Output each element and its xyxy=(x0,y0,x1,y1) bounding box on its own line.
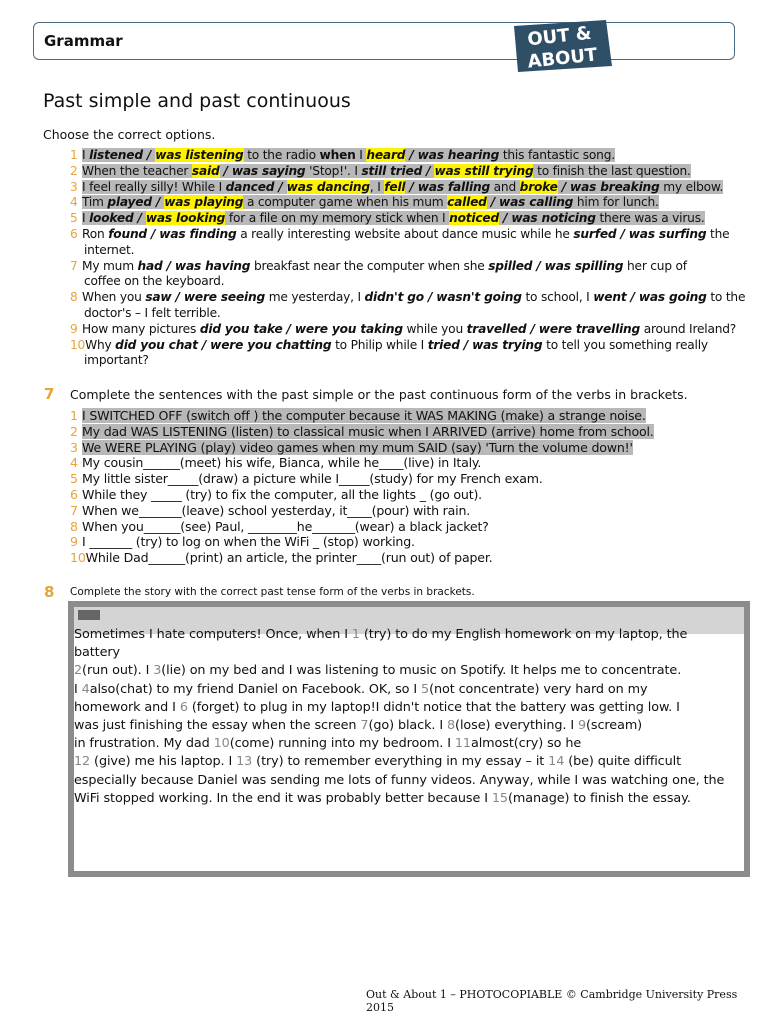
text-segment: battery xyxy=(74,645,121,661)
text-segment: fell xyxy=(384,179,406,194)
exercise7-sentence: When we_______(leave) school yesterday, it____(pour) with rain. xyxy=(82,502,471,518)
story-line xyxy=(74,735,742,753)
text-segment: 3 xyxy=(153,663,162,679)
text-segment: went / was going xyxy=(593,290,707,305)
exercise6-item xyxy=(70,227,745,243)
text-segment: there was a virus. xyxy=(595,211,705,226)
logo-line2: ABOUT xyxy=(526,44,599,73)
story-line xyxy=(74,790,742,808)
item-number: 2 xyxy=(70,163,78,178)
item-number: 3 xyxy=(70,179,78,194)
text-segment: surfed / was surfing xyxy=(573,226,707,241)
text-segment: (not concentrate) very hard on my xyxy=(429,681,648,697)
text-segment: How many pictures xyxy=(82,321,200,336)
exercise7-item xyxy=(70,550,654,566)
text-segment: Tim xyxy=(82,195,108,210)
text-segment: travelled / were travelling xyxy=(466,321,641,336)
exercise6-item-continuation: coffee on the keyboard. xyxy=(84,274,225,289)
text-segment: / xyxy=(422,163,435,178)
text-segment: My mum xyxy=(82,258,138,273)
exercise7-item xyxy=(70,534,654,550)
text-segment: (lie) on my bed and I was listening to music on Spotify. It helps me to concentrate. xyxy=(161,663,682,679)
text-segment: listened xyxy=(89,148,143,162)
story-line xyxy=(74,753,742,771)
text-segment: Why xyxy=(85,337,116,352)
text-segment: saw / were seeing xyxy=(145,290,266,305)
text-segment: I feel really silly! While I xyxy=(82,179,226,194)
text-segment: almost(cry) so he xyxy=(470,736,582,752)
text-segment: had / was having xyxy=(137,258,251,273)
item-number: 7 xyxy=(70,502,78,518)
exercise7-sentence: My dad WAS LISTENING (listen) to classical music when I ARRIVED (arrive) home from school. xyxy=(82,423,654,439)
text-segment: in frustration. My dad xyxy=(74,736,214,752)
text-segment: for a file on my memory stick when I xyxy=(225,211,450,226)
text-segment: tried / was trying xyxy=(427,337,543,352)
text-segment: (be) quite difficult xyxy=(564,754,681,770)
story-line xyxy=(74,662,742,680)
exercise6-item xyxy=(70,211,745,227)
text-segment: 4 xyxy=(81,681,90,697)
text-segment: the xyxy=(706,226,730,241)
item-number: 1 xyxy=(70,148,78,162)
text-segment: did you take / were you taking xyxy=(199,321,403,336)
item-number: 3 xyxy=(70,439,78,455)
logo-line1: OUT & xyxy=(526,22,593,51)
item-number: 7 xyxy=(70,258,78,273)
text-segment: heard xyxy=(366,148,406,162)
exercise7-sentence: When you______(see) Paul, ________he_______(wear) a black jacket? xyxy=(82,518,489,534)
text-segment: (scream) xyxy=(586,718,643,734)
exercise6-item xyxy=(70,180,745,196)
item-number: 5 xyxy=(70,211,78,226)
story-line xyxy=(74,626,742,644)
out-and-about-logo xyxy=(508,16,618,76)
exercise6-item xyxy=(70,322,745,338)
text-segment: played xyxy=(107,195,152,210)
exercise7-sentence: I _______ (try) to log on when the WiFi _ (stop) working. xyxy=(82,534,415,550)
text-segment: him for lunch. xyxy=(573,195,659,210)
exercise6-item xyxy=(70,164,745,180)
text-segment: to the radio xyxy=(243,148,320,162)
text-segment: Sometimes I hate computers! Once, when I xyxy=(74,627,352,642)
exercise6-item-continuation: internet. xyxy=(84,242,135,257)
text-segment: was still trying xyxy=(434,163,534,178)
text-segment: I xyxy=(82,211,90,226)
exercise7-item xyxy=(70,424,654,440)
text-segment: 7 xyxy=(360,718,369,734)
item-number: 8 xyxy=(70,518,78,534)
text-segment: called xyxy=(447,195,487,210)
text-segment: / was calling xyxy=(486,195,574,210)
text-segment: did you chat / were you chatting xyxy=(115,337,332,352)
text-segment: especially because Daniel was sending me lots of funny videos. Anyway, while I was watching one, the xyxy=(74,772,725,788)
text-segment: to tell you something really xyxy=(542,337,708,352)
text-segment: , I xyxy=(369,179,385,194)
text-segment: this fantastic song. xyxy=(499,148,615,162)
text-segment: to Philip while I xyxy=(331,337,428,352)
story-box xyxy=(68,601,750,877)
text-segment: WiFi stopped working. In the end it was probably better because I xyxy=(74,790,492,806)
item-number: 2 xyxy=(70,423,78,439)
text-segment: found / was finding xyxy=(108,226,237,241)
text-segment: / was breaking xyxy=(557,179,660,194)
text-segment: broke xyxy=(519,179,558,194)
text-segment: 13 xyxy=(236,754,253,770)
item-number: 6 xyxy=(70,226,78,241)
text-segment: 9 xyxy=(577,718,587,734)
exercise7-sentence: My cousin______(meet) his wife, Bianca, while he____(live) in Italy. xyxy=(82,455,482,471)
text-segment: 6 xyxy=(179,699,188,715)
text-segment: (come) running into my bedroom. I xyxy=(229,736,455,752)
item-number: 4 xyxy=(70,195,78,210)
item-number: 6 xyxy=(70,486,78,502)
text-segment: / xyxy=(151,195,165,210)
exercise7-list xyxy=(70,408,654,566)
exercise6-list xyxy=(70,148,745,369)
story-line xyxy=(74,699,742,717)
story-tag xyxy=(78,610,100,620)
text-segment: I xyxy=(74,681,82,697)
text-segment: to finish the last question. xyxy=(533,163,691,178)
exercise6-item xyxy=(70,259,745,275)
text-segment: noticed xyxy=(449,211,499,226)
exercise6-item-continuation: doctor's – I felt terrible. xyxy=(84,305,221,320)
text-segment: 2 xyxy=(74,663,83,679)
text-segment: still tried xyxy=(361,163,423,178)
text-segment: / was saying xyxy=(219,163,306,178)
story-text xyxy=(74,626,742,808)
story-line xyxy=(74,644,742,662)
story-line xyxy=(74,772,742,790)
story-line xyxy=(74,717,742,735)
text-segment: homework and I xyxy=(74,699,180,715)
exercise6-item xyxy=(70,338,745,354)
item-number: 5 xyxy=(70,471,78,487)
text-segment: looked xyxy=(89,211,134,226)
text-segment: (forget) to plug in my laptop!I didn't notice that the battery was getting low. I xyxy=(187,699,680,715)
exercise7-sentence: I SWITCHED OFF (switch off ) the computer because it WAS MAKING (make) a strange noise. xyxy=(82,408,646,423)
text-segment: (try) to remember everything in my essay – it xyxy=(252,754,549,770)
exercise6-item xyxy=(70,290,745,306)
text-segment: 8 xyxy=(447,718,456,734)
item-number: 9 xyxy=(70,321,78,336)
text-segment: (run out). I xyxy=(82,663,154,679)
text-segment: / xyxy=(142,148,156,162)
exercise7-item xyxy=(70,455,654,471)
section-title: Grammar xyxy=(44,32,123,50)
exercise7-number: 7 xyxy=(44,385,55,403)
text-segment: was just finishing the essay when the screen xyxy=(74,718,361,734)
text-segment: / was falling xyxy=(405,179,490,194)
text-segment: (give) me his laptop. I xyxy=(90,754,237,770)
exercise7-sentence: We WERE PLAYING (play) video games when my mum SAID (say) 'Turn the volume down!' xyxy=(82,439,633,455)
exercise6-item xyxy=(70,195,745,211)
text-segment: / xyxy=(274,179,287,194)
item-number: 9 xyxy=(70,534,78,550)
text-segment: 1 xyxy=(351,627,360,642)
item-number: 1 xyxy=(70,408,78,423)
item-number: 10 xyxy=(70,337,86,352)
exercise8-instruction: Complete the story with the correct past tense form of the verbs in brackets. xyxy=(70,586,475,598)
text-segment: to school, I xyxy=(521,290,594,305)
text-segment: breakfast near the computer when she xyxy=(250,258,489,273)
page-title: Past simple and past continuous xyxy=(43,90,351,112)
text-segment: didn't go / wasn't going xyxy=(364,290,522,305)
text-segment: 15 xyxy=(491,790,508,806)
text-segment: When you xyxy=(82,290,146,305)
text-segment: 14 xyxy=(548,754,565,770)
exercise7-item xyxy=(70,408,654,424)
exercise7-item xyxy=(70,471,654,487)
text-segment: when xyxy=(319,148,356,162)
text-segment: while you xyxy=(402,321,467,336)
exercise7-item xyxy=(70,440,654,456)
text-segment: a computer game when his mum xyxy=(243,195,448,210)
text-segment: me yesterday, I xyxy=(265,290,365,305)
exercise7-sentence: While Dad______(print) an article, the printer____(run out) of paper. xyxy=(85,550,493,566)
text-segment: (lose) everything. I xyxy=(455,718,578,734)
exercise7-item xyxy=(70,487,654,503)
exercise6-item-continuation: important? xyxy=(84,353,149,368)
exercise7-item xyxy=(70,519,654,535)
text-segment: her cup of xyxy=(623,258,687,273)
story-line xyxy=(74,681,742,699)
text-segment: 'Stop!'. I xyxy=(305,163,362,178)
text-segment: / was noticing xyxy=(498,211,596,226)
exercise7-item xyxy=(70,503,654,519)
text-segment: also(chat) to my friend Daniel on Facebook. OK, so I xyxy=(89,681,422,697)
exercise6-instruction: Choose the correct options. xyxy=(43,127,216,142)
text-segment: (manage) to finish the essay. xyxy=(507,790,691,806)
exercise6-item xyxy=(70,148,745,164)
item-number: 10 xyxy=(70,550,86,566)
text-segment: danced xyxy=(225,179,275,194)
text-segment: I xyxy=(82,148,90,162)
item-number: 8 xyxy=(70,290,78,305)
text-segment: 5 xyxy=(421,681,430,697)
text-segment: When the teacher xyxy=(82,163,192,178)
text-segment: / was hearing xyxy=(405,148,500,162)
item-number: 4 xyxy=(70,455,78,471)
text-segment: around Ireland? xyxy=(640,321,737,336)
text-segment: was dancing xyxy=(286,179,370,194)
exercise7-sentence: While they _____ (try) to fix the computer, all the lights _ (go out). xyxy=(82,486,482,502)
text-segment: and xyxy=(489,179,520,194)
text-segment: I xyxy=(355,148,367,162)
text-segment: a really interesting website about dance music while he xyxy=(236,226,574,241)
text-segment: Ron xyxy=(82,226,109,241)
text-segment: my elbow. xyxy=(659,179,724,194)
text-segment: (try) to do my English homework on my laptop, the xyxy=(359,627,688,642)
text-segment: spilled / was spilling xyxy=(488,258,624,273)
text-segment: (go) black. I xyxy=(368,718,447,734)
text-segment: said xyxy=(191,163,220,178)
section-header-box xyxy=(33,22,735,60)
text-segment: was listening xyxy=(155,148,244,162)
text-segment: was playing xyxy=(164,195,244,210)
exercise7-instruction: Complete the sentences with the past simple or the past continuous form of the verbs in brackets. xyxy=(70,387,688,402)
text-segment: 11 xyxy=(454,736,471,752)
text-segment: was looking xyxy=(145,211,226,226)
text-segment: to the xyxy=(706,290,746,305)
exercise7-sentence: My little sister_____(draw) a picture while I_____(study) for my French exam. xyxy=(82,471,543,487)
text-segment: / xyxy=(133,211,146,226)
text-segment: 10 xyxy=(213,736,230,752)
text-segment: 12 xyxy=(74,754,91,770)
exercise8-number: 8 xyxy=(44,583,55,601)
page-footer: Out & About 1 – PHOTOCOPIABLE © Cambridge University Press 2015 xyxy=(366,988,738,1014)
